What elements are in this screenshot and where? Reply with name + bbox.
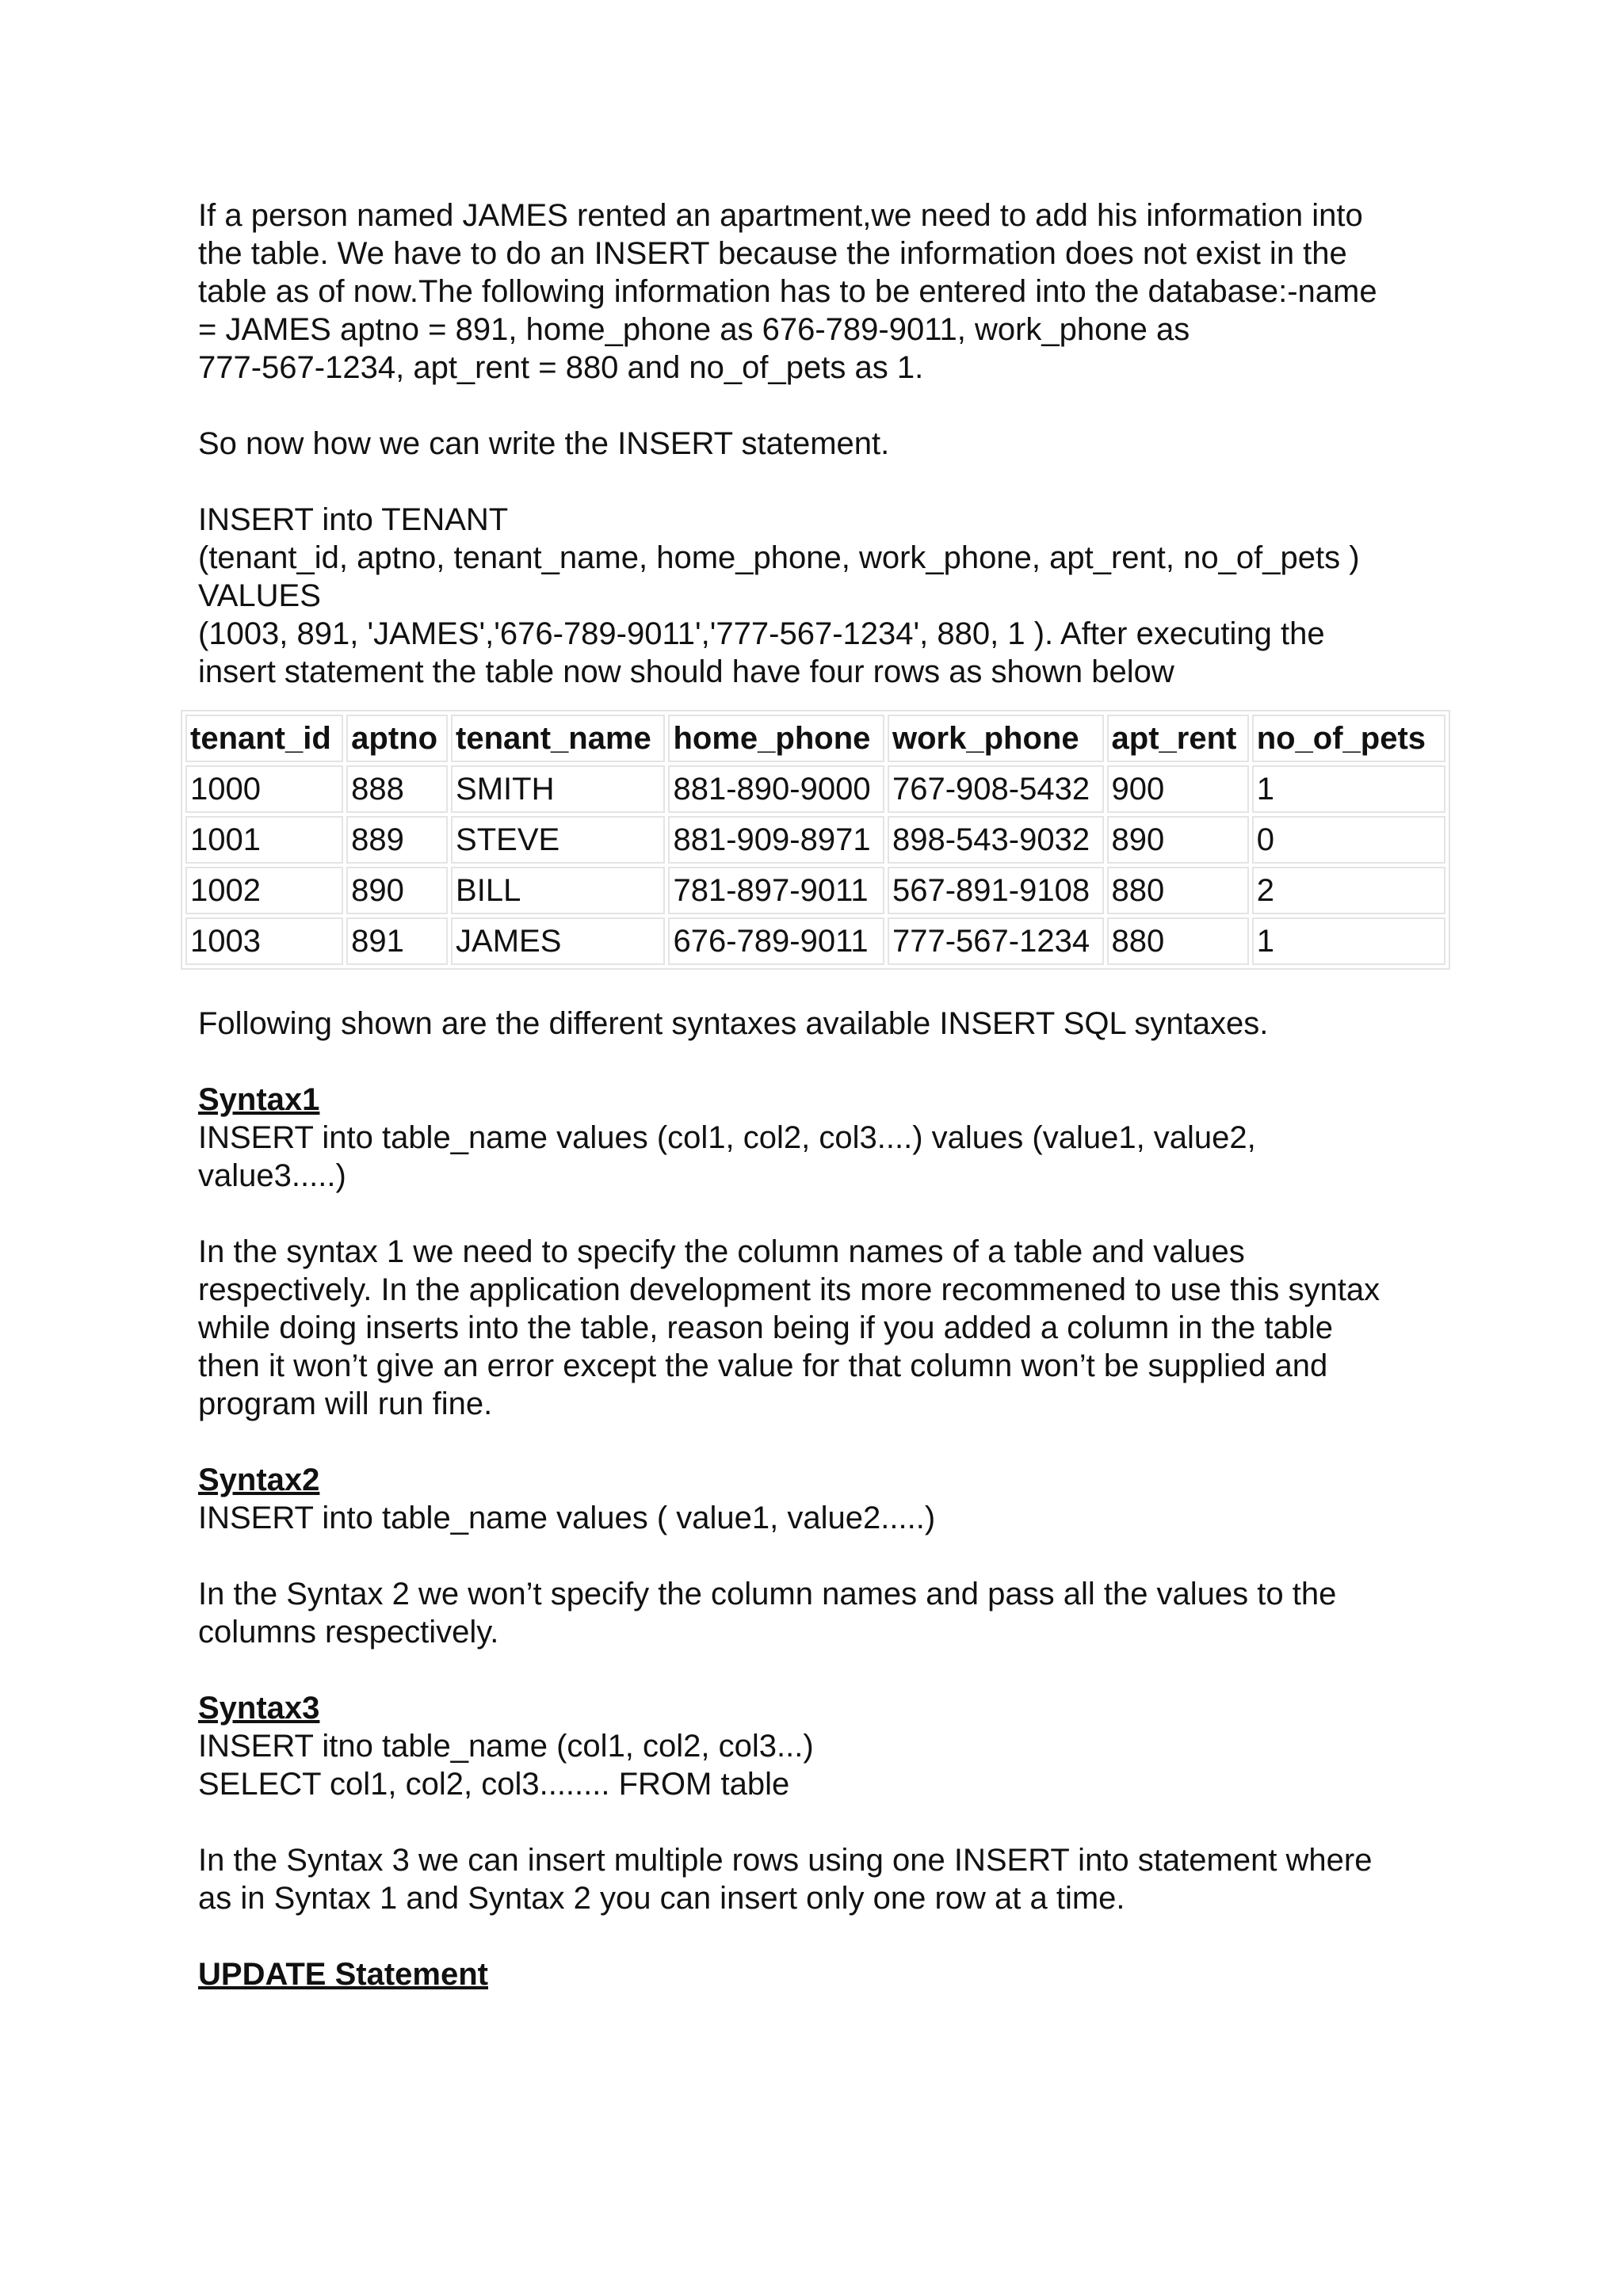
table-cell: 900 (1107, 765, 1249, 813)
code-line: INSERT itno table_name (col1, col2, col3...) (198, 1729, 814, 1764)
table-cell: 891 (346, 917, 448, 965)
table-row (185, 765, 1445, 813)
intro-paragraph (198, 196, 1450, 387)
code-line: value3.....) (198, 1158, 346, 1193)
text-line: columns respectively. (198, 1615, 499, 1650)
table-cell: 880 (1107, 867, 1249, 914)
table-cell: 889 (346, 816, 448, 864)
syntax3-heading: Syntax3 (198, 1691, 320, 1726)
table-cell: 676-789-9011 (668, 917, 884, 965)
text-line: (tenant_id, aptno, tenant_name, home_phone, work_phone, apt_rent, no_of_pets ) (198, 540, 1360, 575)
text-line: Following shown are the different syntaxes available INSERT SQL syntaxes. (198, 1006, 1269, 1041)
table-row (185, 867, 1445, 914)
text-line: If a person named JAMES rented an apartment,we need to add his information into (198, 198, 1363, 233)
text-line: then it won’t give an error except the value for that column won’t be supplied and (198, 1348, 1328, 1383)
column-header-work-phone: work_phone (888, 715, 1104, 762)
table-header-row (185, 715, 1445, 762)
table-cell: 1 (1252, 917, 1445, 965)
table-cell: 898-543-9032 (888, 816, 1104, 864)
code-line: SELECT col1, col2, col3........ FROM table (198, 1767, 790, 1802)
text-line: respectively. In the application development its more recommened to use this syntax (198, 1272, 1381, 1307)
table-cell: 781-897-9011 (668, 867, 884, 914)
column-header-tenant-name: tenant_name (451, 715, 665, 762)
text-line: while doing inserts into the table, reason being if you added a column in the table (198, 1310, 1334, 1345)
text-line: INSERT into TENANT (198, 502, 509, 537)
text-line: table as of now.The following information has to be entered into the database:-name (198, 274, 1377, 309)
table-cell: 767-908-5432 (888, 765, 1104, 813)
table-cell: SMITH (451, 765, 665, 813)
text-line: In the Syntax 2 we won’t specify the column names and pass all the values to the (198, 1577, 1337, 1611)
syntax1-block (198, 1081, 1450, 1195)
document-page (190, 196, 1450, 2031)
table-cell: 880 (1107, 917, 1249, 965)
table-row (185, 816, 1445, 864)
text-line: (1003, 891, 'JAMES','676-789-9011','777-567-1234', 880, 1 ). After executing the (198, 616, 1325, 651)
syntax3-explanation (198, 1841, 1450, 1917)
column-header-home-phone: home_phone (668, 715, 884, 762)
table-cell: 777-567-1234 (888, 917, 1104, 965)
tenant-table (181, 710, 1450, 970)
insert-example (198, 501, 1450, 691)
update-heading: UPDATE Statement (198, 1957, 488, 1992)
column-header-aptno: aptno (346, 715, 448, 762)
table-cell: 1002 (185, 867, 343, 914)
table-row (185, 917, 1445, 965)
table-cell: 881-909-8971 (668, 816, 884, 864)
table-cell: 890 (1107, 816, 1249, 864)
update-section (198, 1955, 1450, 1993)
question-paragraph (198, 425, 1450, 463)
table-cell: 567-891-9108 (888, 867, 1104, 914)
table-cell: 2 (1252, 867, 1445, 914)
syntax2-block (198, 1461, 1450, 1537)
text-line: 777-567-1234, apt_rent = 880 and no_of_pets as 1. (198, 350, 924, 385)
syntax1-explanation (198, 1233, 1450, 1423)
syntaxes-intro (198, 1005, 1450, 1043)
syntax3-block (198, 1689, 1450, 1803)
column-header-tenant-id: tenant_id (185, 715, 343, 762)
table-cell: BILL (451, 867, 665, 914)
tenant-table-wrapper (181, 710, 1450, 970)
code-line: INSERT into table_name values ( value1, value2.....) (198, 1501, 936, 1535)
table-cell: 0 (1252, 816, 1445, 864)
table-cell: 1000 (185, 765, 343, 813)
table-cell: STEVE (451, 816, 665, 864)
code-line: INSERT into table_name values (col1, col2, col3....) values (value1, value2, (198, 1120, 1256, 1155)
table-cell: 888 (346, 765, 448, 813)
text-line: In the syntax 1 we need to specify the column names of a table and values (198, 1234, 1245, 1269)
text-line: as in Syntax 1 and Syntax 2 you can insert only one row at a time. (198, 1881, 1125, 1916)
text-line: In the Syntax 3 we can insert multiple rows using one INSERT into statement where (198, 1843, 1373, 1878)
text-line: the table. We have to do an INSERT because the information does not exist in the (198, 236, 1347, 271)
syntax1-heading: Syntax1 (198, 1082, 320, 1117)
text-line: So now how we can write the INSERT statement. (198, 426, 890, 461)
column-header-no-of-pets: no_of_pets (1252, 715, 1445, 762)
text-line: insert statement the table now should have four rows as shown below (198, 654, 1174, 689)
table-cell: JAMES (451, 917, 665, 965)
table-cell: 1 (1252, 765, 1445, 813)
column-header-apt-rent: apt_rent (1107, 715, 1249, 762)
table-cell: 881-890-9000 (668, 765, 884, 813)
table-cell: 1003 (185, 917, 343, 965)
text-line: VALUES (198, 578, 321, 613)
syntax2-explanation (198, 1575, 1450, 1651)
text-line: program will run fine. (198, 1386, 493, 1421)
text-line: = JAMES aptno = 891, home_phone as 676-789-9011, work_phone as (198, 312, 1190, 347)
table-cell: 890 (346, 867, 448, 914)
table-cell: 1001 (185, 816, 343, 864)
syntax2-heading: Syntax2 (198, 1463, 320, 1497)
